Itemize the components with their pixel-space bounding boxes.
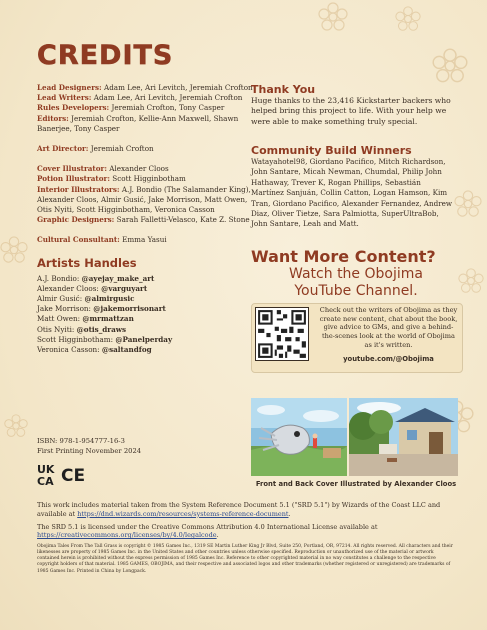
flower-ornament-icon [318,2,348,32]
credit-line: Interior Illustrators: A.J. Bondio (The Salamander King), Alexander Cloos, Almir Gusić, Jake Morrison, Matt Owen, Otis Nyiti, Scott Higginbotham, Veronica Casson [37,184,251,215]
credit-line: Cultural Consultant: Emma Yasui [37,235,167,245]
credit-line: Rules Developers: Jeremiah Crofton, Tony Casper [37,103,225,113]
credit-line: Lead Designers: Adam Lee, Ari Levitch, Jeremiah Crofton [37,83,253,92]
credits-column [37,83,257,355]
community-heading: Community Build Winners [251,144,412,157]
credit-line: Cover Illustrator: Alexander Cloos [37,164,169,174]
thank-you-text: Huge thanks to the 23,416 Kickstarter backers who helped bring this project to life. With your help we were able to make something truly special. [251,96,451,126]
credit-line: Potion Illustrator: Scott Higginbotham [37,174,186,184]
isbn-block [37,437,141,456]
list-item: Otis Nyiti: @otis_draws [37,324,126,334]
list-item: Veronica Casson: @saltandfog [37,345,152,355]
handles-list [37,274,257,356]
isbn: ISBN: 978-1-954777-16-3 [37,437,125,445]
credit-line: Graphic Designers: Sarah Falletti-Velasco, Kate Z. Stone [37,215,250,225]
printing-info: First Printing November 2024 [37,446,142,455]
ukca-ce-marks-icon [37,462,89,486]
flower-ornament-icon [395,6,421,32]
want-more-heading: Want More Content? [251,247,436,266]
flower-ornament-icon [0,236,28,264]
artists-handles-heading: Artists Handles [37,255,137,270]
flower-ornament-icon [458,268,484,294]
copyright-notice: Obojima Tales From The Tall Grass is copyright © 1985 Games Inc., 1319 SE Martin Luther King Jr Blvd, Suite 250, Portland, OR, 97214. All rights reserved. All characters and their likenesses are property of 1985 Games Inc. in the United States and other countries unless otherwise specified. Reproduction or unauthorized use of the material or artwork contained herein is prohibited without the express permission of 1985 Games Inc. Reference to other copyrighted material in no way constitutes a challenge to the respective copyright holders of that material. 1985 GAMES, OBOJIMA, and their respective and associated logos and other trademarks (whether registered or unregistered) are trademarks of 1985 Games Inc. Printed in China by Longpack. [37,544,453,574]
youtube-link[interactable]: youtube.com/@Obojima [343,355,434,363]
qr-code-icon[interactable] [255,307,309,361]
covers-caption: Front and Back Cover Illustrated by Alexander Cloos [255,480,457,488]
list-item: Matt Owen: @mrmattzan [37,314,134,324]
credit-line: Art Director: Jeremiah Crofton [37,144,154,154]
credit-line: Editors: Jeremiah Crofton, Kellie-Ann Maxwell, Shawn Banerjee, Tony Casper [37,113,239,133]
front-cover-image [251,398,347,476]
flower-ornament-icon [454,190,482,218]
list-item: Scott Higginbotham: @Panelperday [37,334,173,344]
community-text: Watayahotel98, Giordano Pacifico, Mitch Richardson, John Santare, Micah Newman, Chumdal, Philip John Hathaway, Trever K, Rogan Phillips, Sebastián Martínez Sanjuán, Collin Catton, Logan Hamson, Kim Tran, Giordano Pacifico, Alexander Fernandez, Andrew Diaz, Oliver Tietze, Sara Palmiotta, SuperUltraBob, John Santare, Leah and Matt. [251,157,453,229]
legal-notices [37,501,457,579]
youtube-callout: Watch the Obojima YouTube Channel. [289,266,423,299]
thank-you-heading: Thank You [251,83,316,96]
svg-text:CA: CA [37,475,54,486]
page-title: CREDITS [37,40,174,71]
list-item: Alexander Cloos: @varguyart [37,283,148,293]
svg-text:UK: UK [37,463,55,476]
srd-link[interactable]: https://dnd.wizards.com/resources/systems-reference-document [77,509,289,518]
youtube-description: Check out the writers of Obojima as they create new content, chat about the book, give advice to GMs, and give a behind-the-scenes look at the world of Obojima as it's written. [319,306,458,349]
list-item: Almir Gusić: @almirgusic [37,294,135,304]
back-cover-image [349,398,458,476]
license-notice: The SRD 5.1 is licensed under the Creative Commons Attribution 4.0 International License available at https://creativecommons.org/licenses/by/4.0/legalcode. [37,522,378,540]
credit-line: Lead Writers: Adam Lee, Ari Levitch, Jeremiah Crofton [37,93,243,103]
flower-ornament-icon [432,48,468,84]
list-item: Jake Morrison: @jakemorrisonart [37,304,166,314]
license-link[interactable]: https://creativecommons.org/licenses/by/4.0/legalcode [37,531,217,540]
svg-text:CE: CE [61,466,86,486]
srd-notice: This work includes material taken from the System Reference Document 5.1 ("SRD 5.1") by Wizards of the Coast LLC and available at https://dnd.wizards.com/resources/systems-reference-document. [37,501,441,518]
flower-ornament-icon [4,414,28,438]
list-item: A.J. Bondio: @ayejay_make_art [37,273,155,283]
